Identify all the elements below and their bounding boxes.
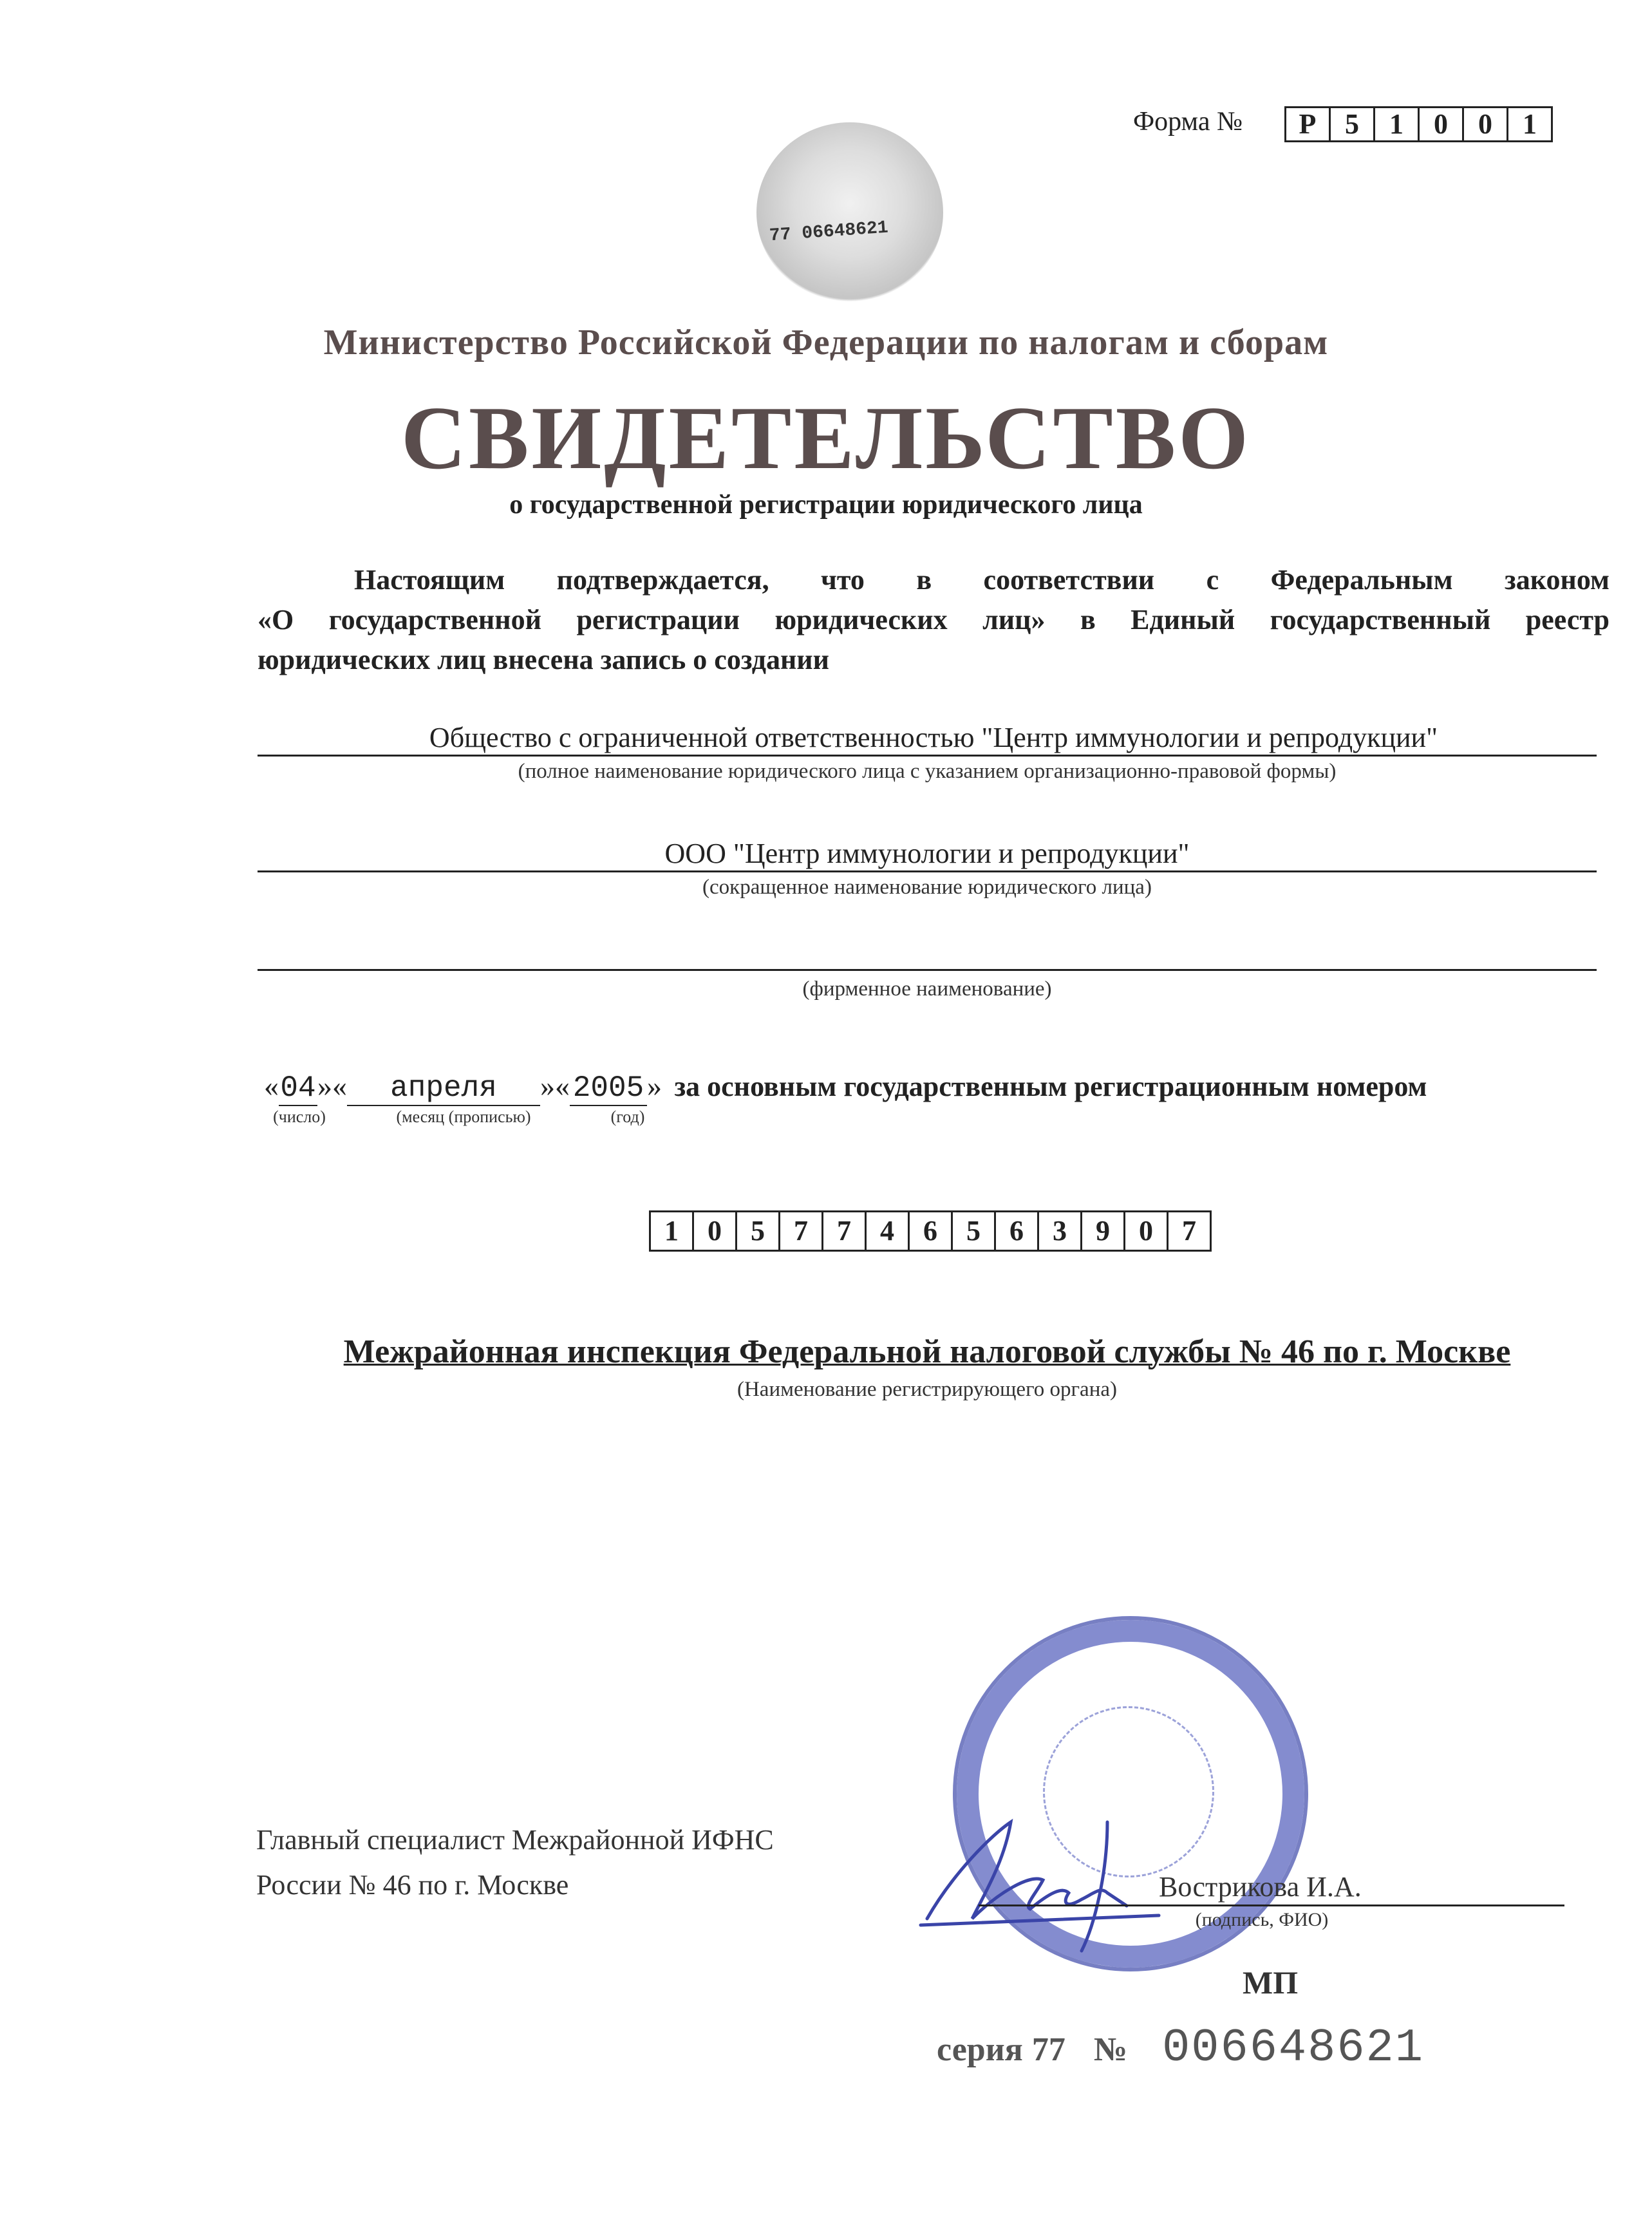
ogrn-cells: [649, 1210, 1212, 1252]
signer-name: Вострикова И.А.: [1159, 1871, 1362, 1903]
hologram-number: 77 06648621: [769, 218, 889, 247]
ogrn-digit: 0: [694, 1212, 737, 1250]
ogrn-digit: 7: [1182, 1215, 1196, 1246]
ogrn-digit: 6: [996, 1212, 1039, 1250]
ogrn-digit: 9: [1082, 1212, 1125, 1250]
body-line-1: Настоящим подтверждается, что в соответствии с Федеральным законом: [354, 564, 1610, 596]
date-row: [264, 1069, 1427, 1106]
quote-open: «: [555, 1069, 570, 1102]
authority-caption: (Наименование регистрирующего органа): [737, 1378, 1118, 1401]
form-digit: 5: [1331, 108, 1375, 140]
hologram-stamp: [756, 122, 943, 303]
series-number: 006648621: [1162, 2022, 1424, 2074]
signer-position-line1: Главный специалист Межрайонной ИФНС: [256, 1824, 774, 1856]
form-digit: 0: [1420, 108, 1464, 140]
quote-open: «: [332, 1069, 347, 1102]
ogrn-digit: 5: [953, 1212, 996, 1250]
form-label: Форма №: [1133, 107, 1243, 136]
series-value: 77: [1031, 2031, 1065, 2068]
body-line-2: «О государственной регистрации юридических лиц» в Единый государственный реестр: [258, 604, 1610, 635]
date-trailing-text: за основным государственным регистрационным номером: [674, 1071, 1427, 1102]
date-year: 2005: [570, 1071, 647, 1106]
firm-name-caption: (фирменное наименование): [802, 977, 1052, 1001]
full-name-line: [258, 755, 1597, 757]
firm-name-line: [258, 969, 1597, 971]
signature: [914, 1796, 1185, 1964]
month-caption: (месяц (прописью): [396, 1107, 531, 1126]
document-subtitle: о государственной регистрации юридического лица: [509, 490, 1143, 520]
ogrn-digit: 0: [1125, 1212, 1169, 1250]
ogrn-digit: 1: [651, 1212, 694, 1250]
ogrn-digit: 5: [737, 1212, 780, 1250]
full-name-value: Общество с ограниченной ответственностью "Центр иммунологии и репродукции": [429, 722, 1438, 753]
mp-label: МП: [1243, 1964, 1299, 2000]
signer-line: [979, 1905, 1564, 1906]
ogrn-digit: 7: [780, 1212, 823, 1250]
series-no-label: №: [1093, 2031, 1128, 2068]
document-title: СВИДЕТЕЛЬСТВО: [400, 388, 1252, 488]
ogrn-digit: 4: [867, 1212, 910, 1250]
body-line-3: юридических лиц внесена запись о создании: [258, 644, 830, 675]
form-digit: 1: [1523, 108, 1537, 140]
ogrn-digit: 6: [910, 1212, 953, 1250]
ogrn-digit: 7: [823, 1212, 867, 1250]
short-name-value: ООО "Центр иммунологии и репродукции": [664, 838, 1190, 869]
quote-close: »: [317, 1069, 332, 1102]
form-digit: Р: [1286, 108, 1331, 140]
date-day: 04: [279, 1071, 317, 1106]
day-caption: (число): [273, 1107, 326, 1126]
form-number-cells: [1284, 106, 1553, 142]
quote-close: »: [647, 1069, 662, 1102]
series-row: [937, 2022, 1424, 2074]
signer-position-line2: России № 46 по г. Москве: [256, 1869, 569, 1901]
form-digit: 0: [1464, 108, 1508, 140]
authority-value: Межрайонная инспекция Федеральной налоговой службы № 46 по г. Москве: [343, 1333, 1511, 1370]
short-name-line: [258, 870, 1597, 872]
ogrn-digit: 3: [1039, 1212, 1082, 1250]
quote-close: »: [540, 1069, 555, 1102]
ministry-heading: Министерство Российской Федерации по налогам и сборам: [323, 323, 1329, 362]
series-label: серия: [937, 2031, 1023, 2068]
signer-caption: (подпись, ФИО): [1195, 1909, 1329, 1930]
quote-open: «: [264, 1069, 279, 1102]
short-name-caption: (сокращенное наименование юридического лица): [702, 876, 1152, 899]
full-name-caption: (полное наименование юридического лица с указанием организационно-правовой формы): [518, 760, 1337, 783]
form-digit: 1: [1375, 108, 1420, 140]
date-month: апреля: [347, 1071, 540, 1106]
year-caption: (год): [610, 1107, 645, 1126]
